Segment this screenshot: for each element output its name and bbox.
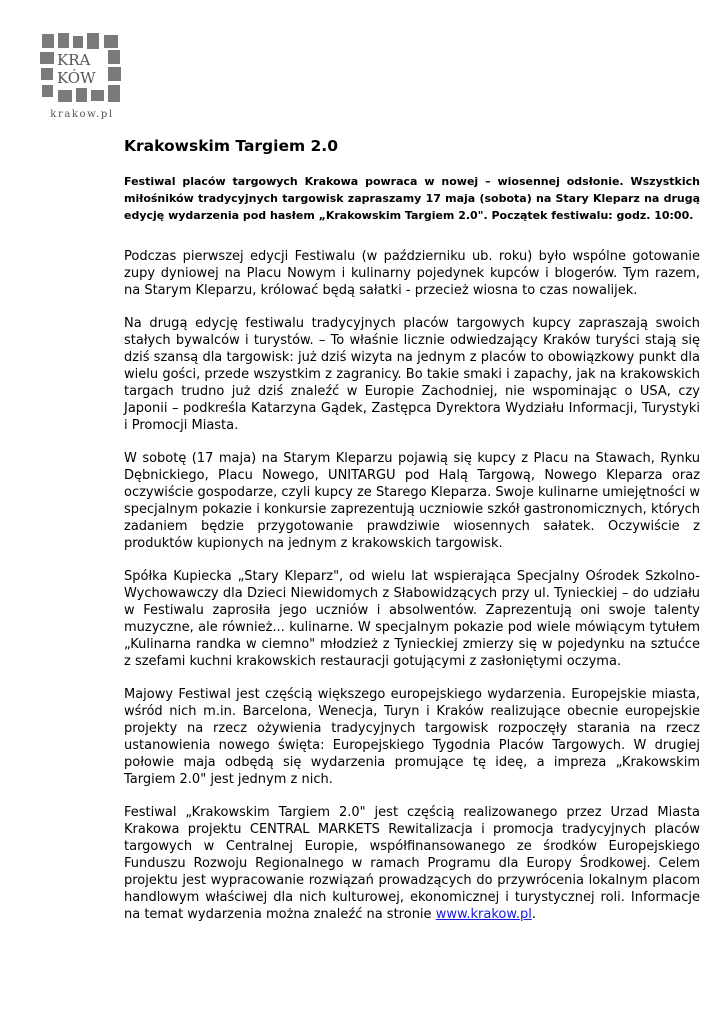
article-title: Krakowskim Targiem 2.0 xyxy=(124,137,338,155)
paragraph-5: Majowy Festiwal jest częścią większego europejskiego wydarzenia. Europejskie miasta, wśród nich m.in. Barcelona, Wenecja, Turyn i Kraków realizujące obecnie europejskie projekty na rzecz ożywienia tradycyjnych targowisk rozpoczęły starania na rzecz ustanowienia nowego święta: Europejskiego Tygodnia Placów Targowych. W drugiej połowie maja odbędą się wydarzenia promujące tę ideę, a impreza „Krakowskim Targiem 2.0" jest jednym z nich. xyxy=(124,687,700,787)
paragraph-2: Na drugą edycję festiwalu tradycyjnych placów targowych kupcy zapraszają swoich stałych bywalców i turystów. – To właśnie licznie odwiedzający Kraków turyści stają się dziś szansą dla targowisk: już dziś wizyta na jednym z placów to obowiązkowy punkt dla wielu gości, przede wszystkim z zagranicy. Bo takie smaki i zapachy, jak na krakowskich targach trudno już dziś znaleźć w Europie Zachodniej, nie wspominając o USA, czy Japonii – podkreśla Katarzyna Gądek, Zastępca Dyrektora Wydziału Informacji, Turystyki i Promocji Miasta. xyxy=(124,316,700,433)
krakow-link[interactable]: www.krakow.pl xyxy=(435,907,532,922)
paragraph-1: Podczas pierwszej edycji Festiwalu (w październiku ub. roku) było wspólne gotowanie zupy dyniowej na Placu Nowym i kulinarny pojedynek kupców i blogerów. Tym razem, na Starym Kleparzu, królować będą sałatki - przecież wiosna to czas nowalijek. xyxy=(124,249,700,298)
logo-caption: krakow.pl xyxy=(50,109,114,120)
paragraph-6-text: Festiwal „Krakowskim Targiem 2.0" jest częścią realizowanego przez Urzad Miasta Krakowa projektu CENTRAL MARKETS Rewitalizacja i promocja tradycyjnych placów targowych w Centralnej Europie, współfinansowanego ze środków Europejskiego Funduszu Rozwoju Regionalnego w ramach Programu dla Europy Środkowej. Celem projektu jest wypracowanie rozwiązań prowadzących do przywrócenia lokalnym placom handlowym właściwej dla nich kulturowej, ekonomicznej i turystycznej roli. Informacje na temat wydarzenia można znaleźć na stronie xyxy=(124,805,700,922)
logo-line-1: KRA xyxy=(57,51,91,69)
paragraph-6-end: . xyxy=(531,907,536,922)
paragraph-3: W sobotę (17 maja) na Starym Kleparzu pojawią się kupcy z Placu na Stawach, Rynku Dębnickiego, Placu Nowego, UNITARGU pod Halą Targową, Nowego Kleparza oraz oczywiście gospodarze, czyli kupcy ze Starego Kleparza. Swoje kulinarne umiejętności w specjalnym pokazie i konkursie zaprezentują uczniowie szkół gastronomicznych, których zadaniem będzie przygotowanie prawdziwie wiosennych sałatek. Oczywiście z produktów kupionych na jednym z krakowskich targowisk. xyxy=(124,451,700,551)
paragraph-4: Spółka Kupiecka „Stary Kleparz", od wielu lat wspierająca Specjalny Ośrodek Szkolno-Wychowawczy dla Dzieci Niewidomych z Słabowidzących przy ul. Tynieckiej – do udziału w Festiwalu zaprosiła jego uczniów i absolwentów. Zaprezentują oni swoje talenty muzyczne, ale również... kulinarne. W specjalnym pokazie pod wiele mówiącym tytułem „Kulinarna randka w ciemno" młodzież z Tynieckiej zmierzy się w pojedynku na sztućce z szefami kuchni krakowskich restauracji gotującymi z zasłoniętymi oczyma. xyxy=(124,569,700,669)
logo-line-2: KÓW xyxy=(57,69,96,87)
krakow-logo-mark xyxy=(38,30,126,110)
article xyxy=(124,136,700,939)
paragraph-6 xyxy=(124,804,700,923)
article-lead: Festiwal placów targowych Krakowa powraca w nowej – wiosennej odsłonie. Wszystkich miłośników tradycyjnych targowisk zapraszamy 17 maja (sobota) na Stary Kleparz na drugą edycję wydarzenia pod hasłem „Krakowskim Targiem 2.0". Początek festiwalu: godz. 10:00. xyxy=(124,175,700,222)
